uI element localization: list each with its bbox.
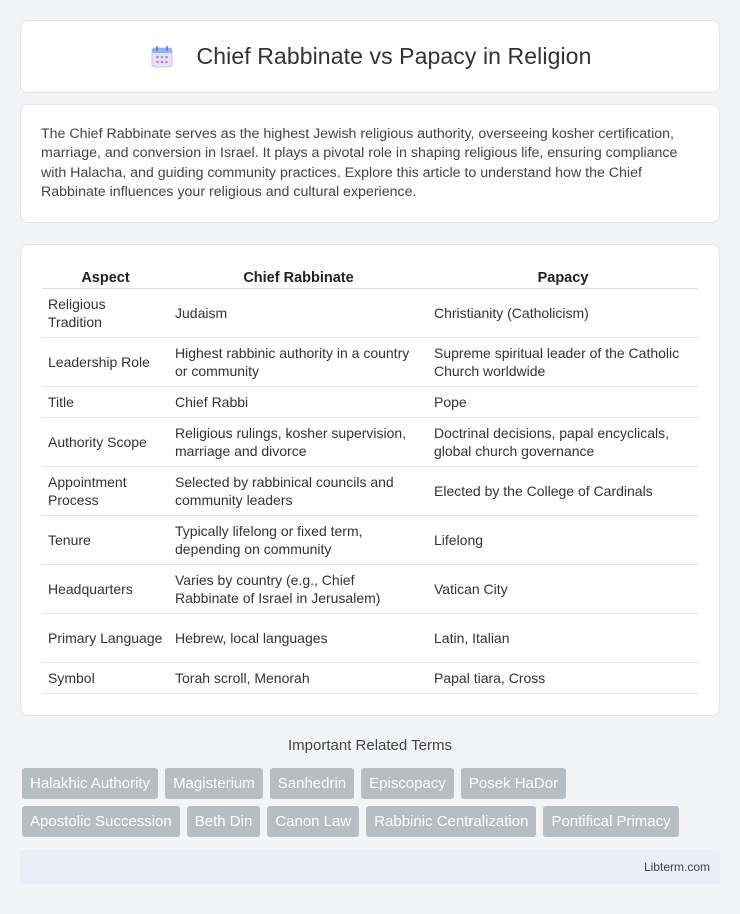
table-row [42, 565, 698, 614]
cell-papacy: Lifelong [428, 516, 698, 565]
column-header-aspect: Aspect [42, 265, 169, 289]
related-term-tag[interactable]: Halakhic Authority [22, 768, 158, 799]
cell-chief-rabbinate: Torah scroll, Menorah [169, 663, 428, 694]
cell-aspect: Authority Scope [42, 418, 169, 467]
cell-papacy: Vatican City [428, 565, 698, 614]
cell-chief-rabbinate: Varies by country (e.g., Chief Rabbinate of Israel in Jerusalem) [169, 565, 428, 614]
header-card [20, 20, 720, 93]
related-terms-row-2 [22, 806, 722, 837]
footer-bar [20, 850, 720, 884]
cell-chief-rabbinate: Typically lifelong or fixed term, depending on community [169, 516, 428, 565]
cell-aspect: Title [42, 387, 169, 418]
intro-paragraph: The Chief Rabbinate serves as the highest Jewish religious authority, overseeing kosher certification, marriage, and conversion in Israel. It plays a pivotal role in shaping religious life, ensuring compliance with Halacha, and guiding community practices. Explore this article to understand how the Chief Rabbinate influences your religious and cultural experience. [41, 126, 678, 201]
cell-aspect: Tenure [42, 516, 169, 565]
calendar-grid-icon [149, 44, 175, 70]
comparison-table-card [20, 244, 720, 716]
cell-chief-rabbinate: Judaism [169, 289, 428, 338]
cell-chief-rabbinate: Religious rulings, kosher supervision, marriage and divorce [169, 418, 428, 467]
related-term-tag[interactable]: Beth Din [187, 806, 261, 837]
cell-papacy: Supreme spiritual leader of the Catholic Church worldwide [428, 338, 698, 387]
related-term-tag[interactable]: Sanhedrin [270, 768, 354, 799]
related-terms-title: Important Related Terms [288, 737, 452, 754]
table-row [42, 663, 698, 694]
table-row [42, 467, 698, 516]
related-term-tag[interactable]: Magisterium [165, 768, 263, 799]
cell-chief-rabbinate: Hebrew, local languages [169, 614, 428, 663]
cell-papacy: Christianity (Catholicism) [428, 289, 698, 338]
related-term-tag[interactable]: Episcopacy [361, 768, 454, 799]
table-row [42, 289, 698, 338]
table-header-row [42, 265, 698, 289]
cell-aspect: Appointment Process [42, 467, 169, 516]
cell-papacy: Latin, Italian [428, 614, 698, 663]
intro-card [20, 104, 720, 223]
column-header-papacy: Papacy [428, 265, 698, 289]
footer-site-name[interactable]: Libterm.com [643, 860, 710, 874]
column-header-chief-rabbinate: Chief Rabbinate [169, 265, 428, 289]
cell-aspect: Primary Language [42, 614, 169, 663]
comparison-table [42, 265, 698, 694]
related-terms-row-1 [22, 768, 722, 799]
cell-chief-rabbinate: Chief Rabbi [169, 387, 428, 418]
cell-aspect: Religious Tradition [42, 289, 169, 338]
cell-aspect: Symbol [42, 663, 169, 694]
table-row [42, 418, 698, 467]
cell-chief-rabbinate: Highest rabbinic authority in a country or community [169, 338, 428, 387]
page-title: Chief Rabbinate vs Papacy in Religion [196, 43, 592, 69]
cell-chief-rabbinate: Selected by rabbinical councils and community leaders [169, 467, 428, 516]
related-term-tag[interactable]: Pontifical Primacy [543, 806, 678, 837]
table-row [42, 387, 698, 418]
cell-papacy: Papal tiara, Cross [428, 663, 698, 694]
related-term-tag[interactable]: Apostolic Succession [22, 806, 180, 837]
cell-aspect: Leadership Role [42, 338, 169, 387]
table-row [42, 516, 698, 565]
cell-papacy: Elected by the College of Cardinals [428, 467, 698, 516]
table-row [42, 338, 698, 387]
related-term-tag[interactable]: Rabbinic Centralization [366, 806, 536, 837]
related-term-tag[interactable]: Posek HaDor [461, 768, 566, 799]
related-term-tag[interactable]: Canon Law [267, 806, 359, 837]
cell-aspect: Headquarters [42, 565, 169, 614]
cell-papacy: Pope [428, 387, 698, 418]
cell-papacy: Doctrinal decisions, papal encyclicals, global church governance [428, 418, 698, 467]
table-row [42, 614, 698, 663]
